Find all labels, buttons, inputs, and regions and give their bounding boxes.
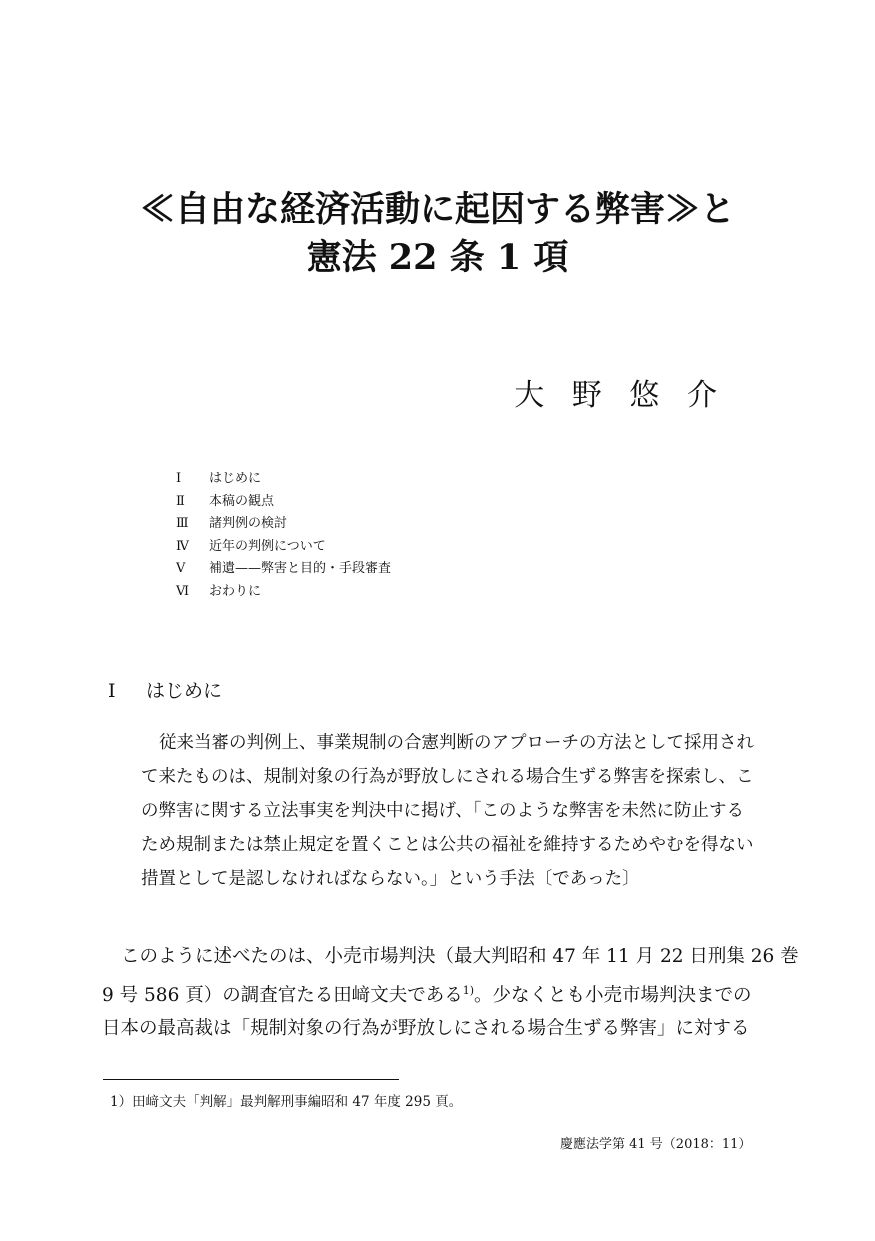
body-text-line	[102, 982, 752, 1010]
toc-item-label: 近年の判例について	[209, 538, 326, 554]
article-title-line-2: 憲法 22 条 1 項	[306, 237, 569, 278]
toc-item	[176, 513, 391, 536]
section-number: Ⅰ	[108, 680, 116, 702]
footnote-divider	[103, 1079, 399, 1080]
block-quote-line: て来たものは、規制対象の行為が野放しにされる場合生ずる弊害を探索し、こ	[141, 767, 754, 787]
toc-item-number: Ⅴ	[176, 561, 186, 576]
toc-item	[176, 536, 391, 559]
toc-item-number: Ⅰ	[176, 471, 182, 486]
toc-item-number: Ⅵ	[176, 583, 190, 599]
toc-item-number: Ⅲ	[176, 516, 189, 531]
body-text-segment: 。少なくとも小売市場判決までの	[474, 985, 752, 1006]
toc-item-label: おわりに	[209, 583, 262, 599]
block-quote-line: ため規制または禁止規定を置くことは公共の福祉を維持するためやむを得ない	[141, 835, 754, 855]
toc-item-label: 本稿の観点	[209, 493, 275, 509]
footnote-reference: 1)	[462, 983, 475, 997]
toc-item-number: Ⅱ	[176, 493, 185, 509]
block-quote-line: の弊害に関する立法事実を判決中に掲げ、「このような弊害を未然に防止する	[141, 801, 745, 821]
footnote-text: 1）田﨑文夫「判解」最判解刑事編昭和 47 年度 295 頁。	[110, 1094, 463, 1110]
toc-item	[176, 491, 391, 514]
table-of-contents	[176, 468, 391, 603]
author-name: 大野悠介	[514, 378, 745, 413]
body-text-line: このように述べたのは、小売市場判決（最大判昭和 47 年 11 月 22 日刑集 26 巻	[121, 946, 799, 967]
block-quote-line: 措置として是認しなければならない。」という手法〔であった〕	[141, 869, 640, 889]
toc-item-number: Ⅳ	[176, 538, 189, 554]
section-heading	[108, 677, 222, 705]
toc-item-label: 諸判例の検討	[209, 516, 288, 531]
toc-item-label: はじめに	[209, 471, 262, 486]
toc-item-label: 補遺——弊害と目的・手段審査	[209, 561, 392, 576]
section-title: はじめに	[146, 680, 223, 702]
journal-citation: 慶應法学第 41 号（2018：11）	[560, 1137, 752, 1152]
article-title-line-1: ≪自由な経済活動に起因する弊害≫と	[139, 189, 735, 230]
body-text-line: 日本の最高裁は「規制対象の行為が野放しにされる場合生ずる弊害」に対する	[102, 1018, 750, 1039]
body-text-segment: 9 号 586 頁）の調査官たる田﨑文夫である	[102, 985, 463, 1006]
toc-item	[176, 468, 391, 491]
toc-item	[176, 581, 391, 604]
toc-item	[176, 558, 391, 581]
block-quote-line: 従来当審の判例上、事業規制の合憲判断のアプローチの方法として採用され	[159, 733, 754, 753]
